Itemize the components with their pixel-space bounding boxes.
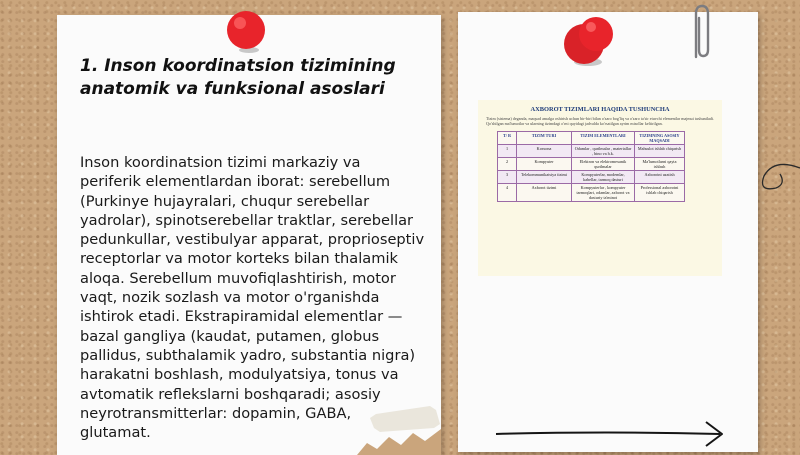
table-row [498,158,685,171]
slide-body-text: Inson koordinatsion tizimi markaziy va periferik elementlardan iborat: serebellum (Purkinye hujayralari, chuqur serebellar yadrolar), spinotserebellar traktlar, serebellar pedunkullar, vestibulyar apparat, proprioseptiv receptorlar va motor korteks bilan thalamik aloqa. Serebellum muvofiqlashtirish, motor vaqt, nozik sozlash va motor o'rganishda ishtirok etadi. Ekstrapiramidal elementlar — bazal gangliya (kaudat, putamen, globus pallidus, subthalamik yadro, substantia nigra) harakatni boshlash, modulyatsiya, tonus va avtomatik reflekslarni boshqaradi; asosiy neyrotransmitterlar: dopamin, GABA, glutamat. [80,154,425,442]
table-cell: Elektron va elektromexanik qurilmalar [572,158,635,171]
table-cell: Professional axborotni ishlab chiqarish [635,184,685,202]
table-cell: Axborot tizimi [517,184,572,202]
table-cell: Mahsulot ishlab chiqarish [635,145,685,158]
curl-line-icon [756,158,800,218]
paperclip-icon [686,2,716,62]
table-header: TIZIM ELEMENTLARI [572,132,635,145]
table-cell: 1 [498,145,517,158]
red-pushpin-icon [560,12,620,68]
table-cell: 4 [498,184,517,202]
table-cell: 2 [498,158,517,171]
table-header: TIZIMNING ASOSIY MAQSADI [635,132,685,145]
table-header: TIZIM TURI [517,132,572,145]
scan-table [497,131,685,202]
arrow-right-icon[interactable] [494,420,726,448]
table-cell: Ma'lumotlarni qayta ishlash [635,158,685,171]
table-cell: 3 [498,171,517,184]
table-cell: Odamlar , qurilmalar , materiallar , bino va h.k. [572,145,635,158]
table-row [498,145,685,158]
table-header: T/ R [498,132,517,145]
table-cell: Kompyuterlar , kompyuter tarmoqlari, odamlar, axborot va dasturiy ta'minot [572,184,635,202]
table-cell: Axborotni uzatish [635,171,685,184]
table-row [498,184,685,202]
table-cell: Korxona [517,145,572,158]
scanned-document-image [478,100,722,276]
red-pushpin-icon [225,8,269,54]
table-row [498,171,685,184]
table-cell: Kompyuter [517,158,572,171]
scan-paragraph: Tizim (sistema) deganda, maqsad amalga oshirish uchun bir-biri bilan o'zaro bog'liq va o'zaro ta'sir etuvchi elementlar majmui tushuniladi. Qo'shilgan ma'lumotlar va ularning tizimdagi o'rni quyidagi jadvalda ko'rsatilgan ayrim misollar keltirilgan. [486,116,714,126]
slide-heading: 1. Inson koordinatsion tizimining anatomik va funksional asoslari [80,56,396,99]
table-cell: Telekommunikatsiya tizimi [517,171,572,184]
table-cell: Kompyuterlar, modemlar, kabellar, tarmoq dasturi [572,171,635,184]
table-header-row [498,132,685,145]
scan-title: AXBOROT TIZIMLARI HAQIDA TUSHUNCHA [530,106,670,113]
